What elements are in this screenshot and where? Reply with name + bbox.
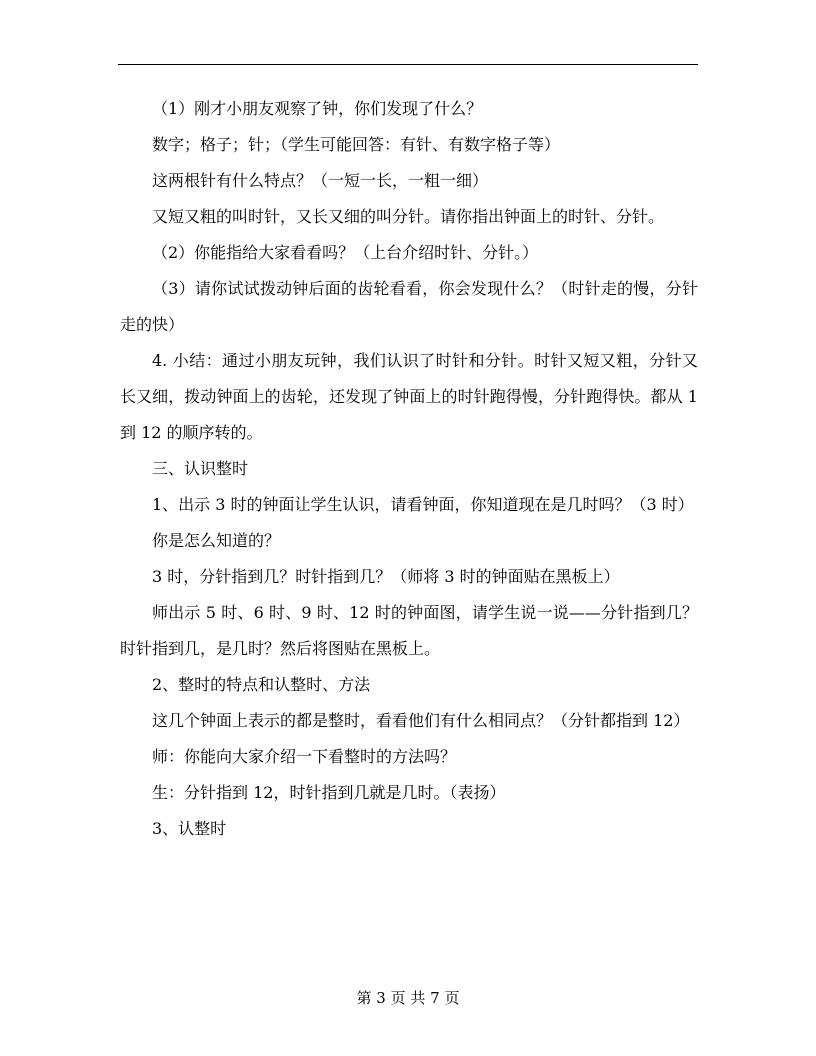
paragraph: 生：分针指到 12，时针指到几就是几时。（表扬） [152, 783, 506, 802]
paragraph: 这两根针有什么特点？（一短一长，一粗一细） [152, 171, 489, 190]
paragraph: 这几个钟面上表示的都是整时，看看他们有什么相同点？（分针都指到 12） [152, 711, 690, 730]
paragraph: 1、出示 3 时的钟面让学生认识，请看钟面，你知道现在是几时吗？（3 时） [152, 495, 694, 514]
paragraph: 3 时，分针指到几？时针指到几？（师将 3 时的钟面贴在黑板上） [152, 567, 620, 586]
paragraph: （3）请你试试拨动钟后面的齿轮看看，你会发现什么？（时针走的慢，分针走的快） [120, 279, 698, 334]
page-number: 第 3 页 共 7 页 [356, 989, 460, 1007]
subsection-heading: 2、整时的特点和认整时、方法 [152, 675, 371, 694]
paragraph: 师：你能向大家介绍一下看整时的方法吗？ [152, 747, 457, 766]
paragraph: （2）你能指给大家看看吗？（上台介绍时针、分针。） [152, 243, 539, 262]
paragraph: 又短又粗的叫时针，又长又细的叫分针。请你指出钟面上的时针、分针。 [152, 207, 665, 226]
header-rule [118, 64, 698, 65]
document-body [120, 91, 698, 847]
paragraph: 4. 小结：通过小朋友玩钟，我们认识了时针和分针。时针又短又粗，分针又长又细，拨动钟面上的齿轮，还发现了钟面上的时针跑得慢，分针跑得快。都从 1 到 12 的顺序转的。 [120, 351, 698, 442]
page-footer [0, 987, 816, 1008]
paragraph: 师出示 5 时、6 时、9 时、12 时的钟面图，请学生说一说——分针指到几？时针指到几，是几时？然后将图贴在黑板上。 [120, 603, 698, 658]
paragraph: 数字；格子；针；（学生可能回答：有针、有数字格子等） [152, 135, 561, 154]
paragraph: 你是怎么知道的？ [152, 531, 281, 550]
section-heading: 三、认识整时 [152, 459, 249, 478]
subsection-heading: 3、认整时 [152, 819, 227, 838]
paragraph: （1）刚才小朋友观察了钟，你们发现了什么？ [152, 99, 483, 118]
